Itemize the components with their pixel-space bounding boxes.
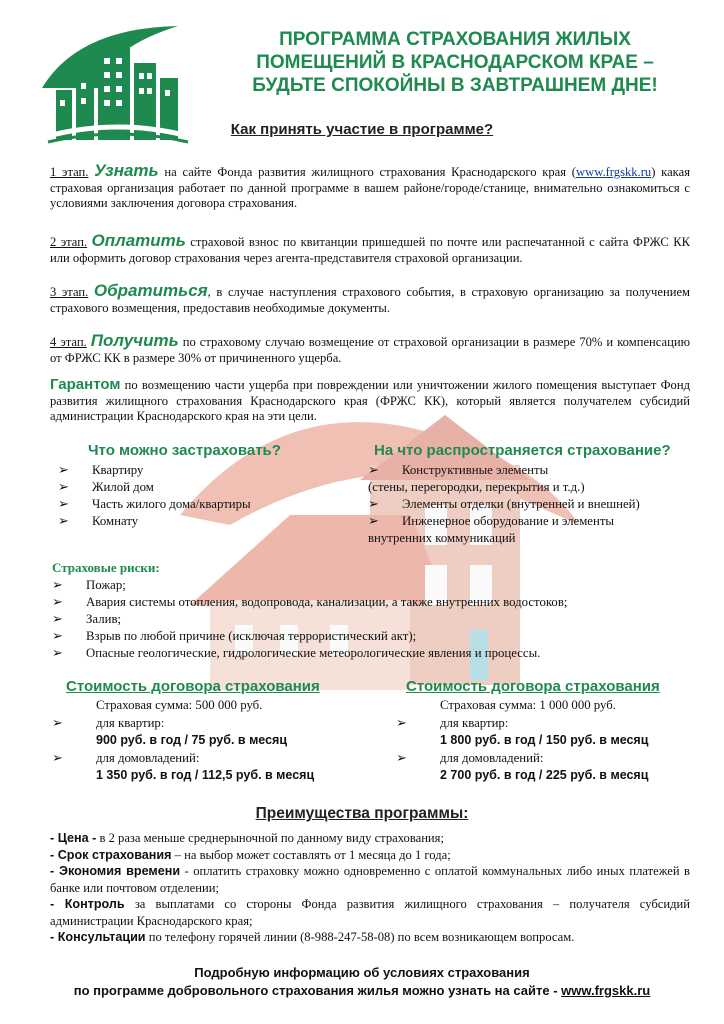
list-item: - Срок страхования – на выбор может составлять от 1 месяца до 1 года; — [50, 847, 451, 862]
step-3: 3 этап. Обратиться, в случае наступления страхового события, в страховую организацию за получением страхового возмещения, предоставив необходимые документы. — [50, 281, 691, 315]
list-item: ➢ Элементы отделки (внутренней и внешней) — [368, 497, 640, 511]
list-item: ➢ Залив; — [52, 612, 122, 626]
list-item: ➢ Пожар; — [52, 578, 126, 592]
list-item: - Контроль за выплатами со стороны Фонда развития жилищного страхования – получателя субсидий администрации Краснодарского края; — [50, 897, 690, 928]
risks-list — [52, 577, 567, 662]
list-item: ➢ Комнату — [58, 514, 139, 528]
list-item: ➢ Жилой дом — [58, 480, 154, 494]
step-2: 2 этап. Оплатить страховой взнос по квитанции пришедшей по почте или распечатанной с сайта ФРЖС КК или оформить договор страхования через агента-представителя страховой организации. — [50, 231, 690, 265]
list-item: - Консультации по телефону горячей линии (8-988-247-58-08) по всем возникающем вопросам. — [50, 930, 575, 944]
page-title: ПРОГРАММА СТРАХОВАНИЯ ЖИЛЫХ ПОМЕЩЕНИЙ В КРАСНОДАРСКОМ КРАЕ – БУДЬТЕ СПОКОЙНЫ В ЗАВТРАШНЕМ ДНЕ! — [252, 29, 658, 96]
fund-website-link[interactable]: www.frgskk.ru — [576, 165, 652, 179]
risks-heading: Страховые риски: — [52, 560, 160, 575]
list-item: - Цена - в 2 раза меньше среднерыночной по данному виду страхования; — [50, 831, 444, 845]
footer-website-link[interactable]: www.frgskk.ru — [561, 983, 651, 998]
list-item: ➢ Конструктивные элементы — [368, 463, 549, 477]
footer-info: Подробную информацию об условиях страхования по программе добровольного страхования жилья можно узнать на сайте - www.frgskk.ru — [73, 965, 651, 998]
guarantor-paragraph: Гарантом по возмещению части ущерба при повреждении или уничтожении жилого помещения выступает Фонд развития жилищного страхования Краснодарского края (ФРЖС КК), который является получателем субсидий администрации Краснодарского края на эти цели. — [50, 376, 690, 423]
cost-block-500k: Страховая сумма: 500 000 руб. ➢ для квартир: 900 руб. в год / 75 руб. в месяц ➢ для домовладений: 1 350 руб. в год / 112,5 руб. в месяц — [52, 698, 315, 782]
cost-heading-1m: Стоимость договора страхования — [406, 678, 660, 695]
cost-block-1m: Страховая сумма: 1 000 000 руб. ➢ для квартир: 1 800 руб. в год / 150 руб. в месяц ➢ для домовладений: 2 700 руб. в год / 225 руб. в месяц — [396, 698, 649, 782]
how-to-join-heading: Как принять участие в программе? — [230, 121, 494, 138]
list-item: (стены, перегородки, перекрытия и т.д.) — [368, 480, 585, 494]
step-4: 4 этап. Получить по страховому случаю возмещение от страховой организации в размере 70% и компенсацию от ФРЖС КК в размере 30% от причиненного ущерба. — [50, 331, 690, 365]
step-1: 1 этап. Узнать на сайте Фонда развития жилищного страхования Краснодарского края (www.frgskk.ru) какая страховая организация работает по данной программе в вашем районе/городе/станице, внимательно ознакомиться с условиями заключения договора страхования. — [50, 161, 690, 210]
cost-heading-500k: Стоимость договора страхования — [66, 678, 320, 695]
coverage-heading: На что распространяется страхование? — [374, 442, 671, 459]
list-item: внутренних коммуникаций — [368, 531, 516, 545]
list-item: ➢ Авария системы отопления, водопровода, канализации, а также внутренних водостоков; — [52, 595, 568, 609]
list-item: ➢ Взрыв по любой причине (исключая террористический акт); — [52, 629, 417, 643]
insure-what-list — [58, 462, 251, 530]
list-item: ➢ Часть жилого дома/квартиры — [58, 497, 251, 511]
list-item: - Экономия времени - оплатить страховку можно одновременно с оплатой коммунальных либо иных платежей в банке или почтовом отделении; — [50, 864, 690, 895]
advantages-list — [50, 830, 690, 946]
list-item: ➢ Инженерное оборудование и элементы — [368, 514, 615, 528]
list-item: ➢ Опасные геологические, гидрологические метеорологические явления и процессы. — [52, 646, 541, 660]
advantages-heading: Преимущества программы: — [255, 805, 469, 822]
coverage-list — [368, 462, 640, 547]
insure-what-heading: Что можно застраховать? — [88, 442, 281, 459]
list-item: ➢ Квартиру — [58, 463, 144, 477]
